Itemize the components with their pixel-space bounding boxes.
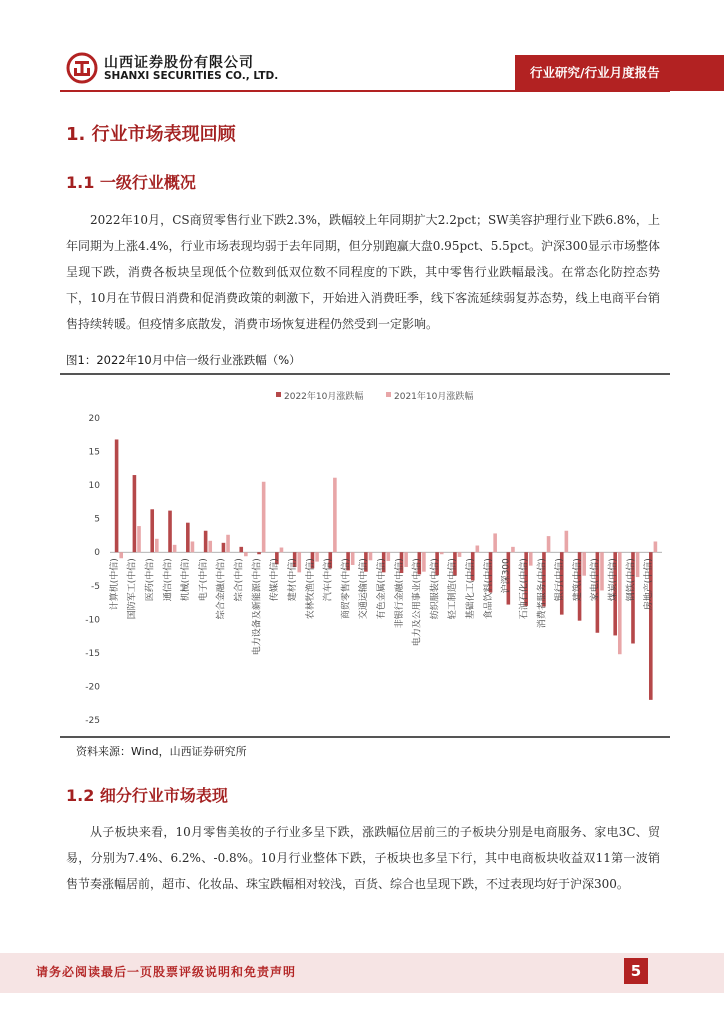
bar-2021 xyxy=(262,482,266,552)
bar-2021 xyxy=(458,552,462,557)
chart-svg xyxy=(66,382,666,732)
x-category-label: 综合(中信) xyxy=(234,558,245,602)
figure-bottom-rule xyxy=(60,736,670,738)
page-number: 5 xyxy=(624,958,648,984)
y-tick-label: -10 xyxy=(85,615,100,626)
x-category-label: 计算机(中信) xyxy=(109,558,120,611)
x-category-label: 有色金属(中信) xyxy=(377,558,387,620)
section-title: 1. 行业市场表现回顾 xyxy=(66,124,236,145)
bar-2021 xyxy=(404,552,408,567)
x-category-label: 家电(中信) xyxy=(590,558,601,602)
page-header xyxy=(0,0,724,100)
x-category-label: 非银行金融(中信) xyxy=(394,558,405,629)
y-tick-label: 10 xyxy=(88,481,100,492)
footer-disclaimer[interactable]: 请务必阅读最后一页股票评级说明和免责声明 xyxy=(36,965,297,979)
y-tick-label: 5 xyxy=(94,514,100,525)
bar-2021 xyxy=(155,539,159,552)
x-category-label: 医药(中信) xyxy=(145,558,156,602)
x-category-label: 房地产(中信) xyxy=(644,558,655,611)
bar-2021 xyxy=(440,552,444,554)
header-divider xyxy=(60,90,670,92)
x-category-label: 消费者服务(中信) xyxy=(537,558,548,629)
x-category-label: 综合金融(中信) xyxy=(216,558,227,620)
bar-2022 xyxy=(150,509,154,552)
bar-2021 xyxy=(244,552,248,556)
bar-2021 xyxy=(315,552,319,561)
y-tick-label: 0 xyxy=(94,548,100,559)
y-tick-label: -15 xyxy=(85,648,100,659)
x-category-label: 电力及公用事业(中信) xyxy=(412,558,423,647)
subsection-title-1-1: 1.1 一级行业概况 xyxy=(66,173,196,192)
legend-swatch xyxy=(276,392,281,397)
bar-2021 xyxy=(636,552,640,577)
bar-2021 xyxy=(618,552,622,654)
figure-caption: 图1：2022年10月中信一级行业涨跌幅（%） xyxy=(66,353,301,367)
x-category-label: 商贸零售(中信) xyxy=(341,558,352,620)
bar-2021 xyxy=(173,545,177,552)
bar-2021 xyxy=(369,552,373,560)
x-category-label: 电力设备及新能源(中信) xyxy=(252,558,263,656)
company-name-en: SHANXI SECURITIES CO., LTD. xyxy=(104,70,279,82)
bar-2021 xyxy=(547,536,551,552)
bar-2021 xyxy=(280,548,284,553)
x-category-label: 汽车(中信) xyxy=(323,558,334,602)
bar-2021 xyxy=(511,547,515,552)
bar-2022 xyxy=(133,475,137,552)
bar-2021 xyxy=(600,552,604,590)
bar-2021 xyxy=(137,526,141,552)
paragraph-industry-overview: 2022年10月，CS商贸零售行业下跌2.3%，跌幅较上年同期扩大2.2pct；SW美容护理行业下跌6.8%，上年同期为上涨4.4%，行业市场表现均弱于去年同期，但分别跑赢大盘0.95pct、5.5pct。沪深300显示市场整体呈现下跌，消费各板块呈现低个位数到低双位数不同程度的下跌，其中零售行业跌幅最浅。在常态化防控态势下，10月在节假日消费和促消费政策的刺激下，开始进入消费旺季，线下客流延续弱复苏态势，线上电商平台销售持续转暖。但疫情多底散发，消费市场恢复进程仍然受到一定影响。 xyxy=(66,213,660,331)
bar-2021 xyxy=(476,546,480,553)
bar-2021 xyxy=(119,552,123,558)
y-tick-label: -25 xyxy=(85,716,100,726)
industry-return-chart xyxy=(66,382,666,732)
x-category-label: 钢铁(中信) xyxy=(626,558,637,602)
bar-2021 xyxy=(351,552,355,565)
bar-2021 xyxy=(297,552,301,572)
x-category-label: 农林牧渔(中信) xyxy=(305,558,316,620)
y-tick-label: -5 xyxy=(91,581,100,592)
bar-2021 xyxy=(387,552,391,561)
x-category-label: 传媒(中信) xyxy=(270,558,281,602)
bar-2021 xyxy=(654,541,658,552)
bar-2021 xyxy=(422,552,426,571)
figure-top-rule xyxy=(60,373,670,375)
x-category-label: 煤炭(中信) xyxy=(608,558,619,602)
x-category-label: 纺织服装(中信) xyxy=(430,558,441,620)
legend-label: 2021年10月涨跌幅 xyxy=(394,392,474,402)
legend-label: 2022年10月涨跌幅 xyxy=(284,392,364,402)
bar-2022 xyxy=(115,439,119,552)
x-category-label: 建材(中信) xyxy=(287,558,298,602)
subsection-title-1-2: 1.2 细分行业市场表现 xyxy=(66,786,228,805)
bar-2022 xyxy=(239,547,243,552)
paragraph-sub-sector: 从子板块来看，10月零售美妆的子行业多呈下跌，涨跌幅位居前三的子板块分别是电商服务、家电3C、贸易，分别为7.4%、6.2%、-0.8%。10月行业整体下跌，子板块也多呈下行，其中电商板块收益双11第一波销售节奏涨幅居前，超市、化妆品、珠宝跌幅相对较浅，百货、综合也呈现下跌，不过表现均好于沪深300。 xyxy=(66,825,660,891)
x-category-label: 沪深300 xyxy=(501,558,512,594)
bar-2021 xyxy=(191,541,195,552)
x-category-label: 通信(中信) xyxy=(163,558,174,602)
bar-2022 xyxy=(204,531,208,552)
bar-2021 xyxy=(582,552,586,575)
legend-swatch xyxy=(386,392,391,397)
x-category-label: 国防军工(中信) xyxy=(127,558,138,620)
bar-2021 xyxy=(226,535,230,552)
y-tick-label: 15 xyxy=(88,447,100,458)
bar-2022 xyxy=(168,511,172,553)
bar-2021 xyxy=(493,533,497,552)
company-name-cn: 山西证券股份有限公司 xyxy=(104,55,254,71)
bar-2021 xyxy=(333,478,337,552)
y-tick-label: -20 xyxy=(85,682,100,693)
figure-source: 资料来源：Wind，山西证券研究所 xyxy=(76,745,247,758)
x-category-label: 建筑(中信) xyxy=(572,558,583,602)
bar-2021 xyxy=(208,541,212,552)
x-category-label: 机械(中信) xyxy=(181,558,192,602)
y-tick-label: 20 xyxy=(88,414,100,424)
x-category-label: 银行(中信) xyxy=(555,558,566,602)
report-type-tag: 行业研究/行业月度报告 xyxy=(515,55,724,91)
bar-2021 xyxy=(529,552,533,565)
x-category-label: 电子(中信) xyxy=(198,558,209,602)
x-category-label: 食品饮料(中信) xyxy=(483,558,494,620)
x-category-label: 石油石化(中信) xyxy=(519,558,530,620)
company-logo-icon xyxy=(66,52,98,84)
bar-2022 xyxy=(222,543,226,552)
bar-2022 xyxy=(257,552,261,554)
bar-2022 xyxy=(186,523,190,553)
x-category-label: 基础化工(中信) xyxy=(466,558,477,620)
x-category-label: 交通运输(中信) xyxy=(359,558,370,620)
bar-2021 xyxy=(565,531,569,552)
x-category-label: 轻工制造(中信) xyxy=(448,558,459,620)
